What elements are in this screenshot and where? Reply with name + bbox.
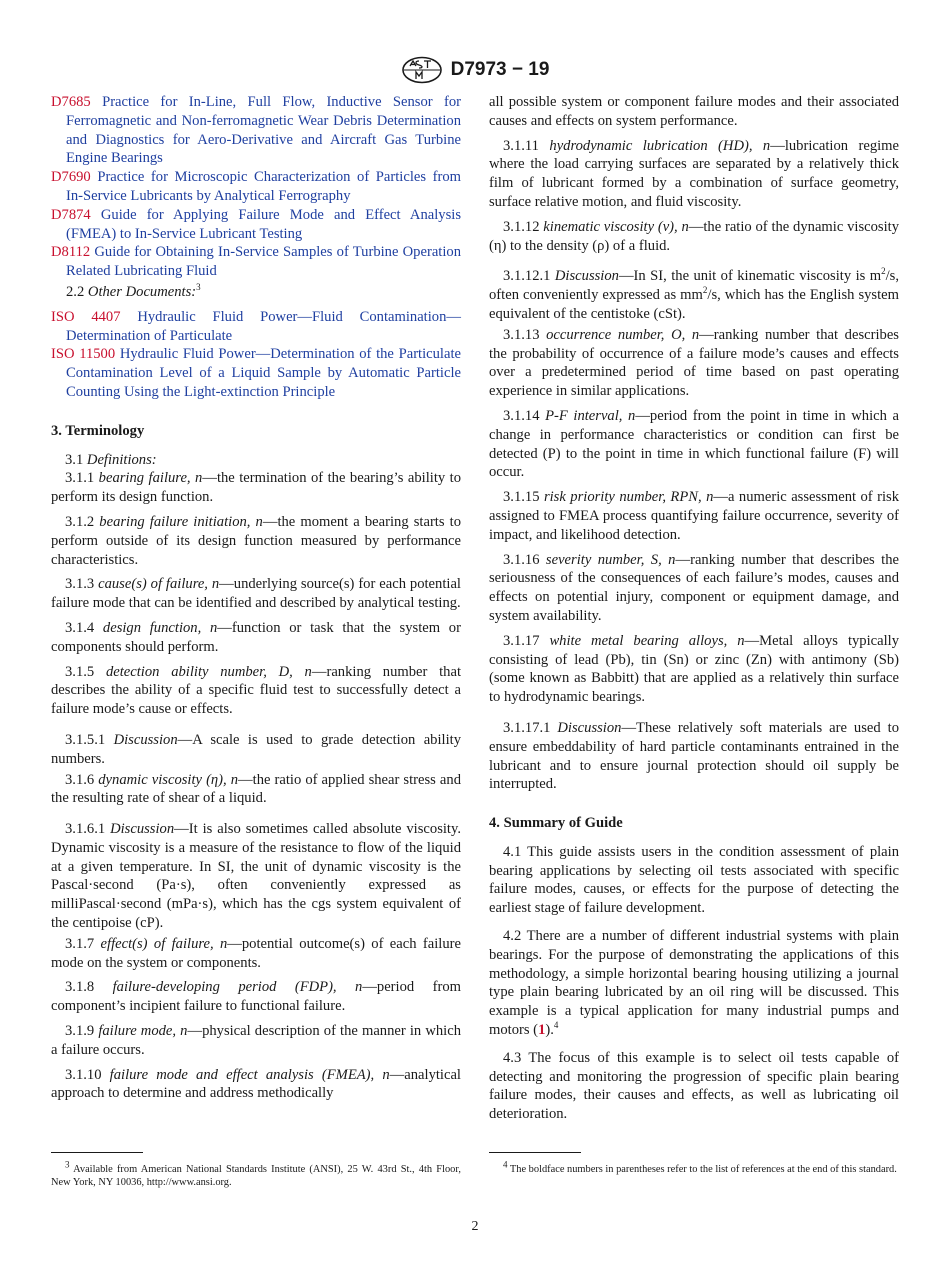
reference-item[interactable] (51, 93, 461, 168)
document-designation: D7973 − 19 (450, 59, 550, 80)
page-header (0, 56, 950, 84)
term-number: 3.1.1 (65, 470, 95, 487)
term-text: —Metal alloys typically consisting of lead (Pb), tin (Sn) or zinc (Zn) with antimony (Sb) (some known as Babbitt) that are applied as a relatively thin surface to hydrodynamic bearings. (489, 632, 900, 706)
term-text: —the moment a bearing starts to perform outside of its design function measured by performance characteristics. (51, 513, 461, 568)
reference-title-link[interactable]: Hydraulic Fluid Power—Determination of the Particulate Contamination Level of a Liquid Sample by Automatic Particle Counting Using the Light-extinction Principle (66, 346, 461, 400)
term-definition (51, 978, 461, 1016)
term-text: —underlying source(s) for each potential failure mode that can be identified and described by analytical testing. (51, 576, 461, 612)
paragraph-4-3: 4.3 The focus of this example is to select oil tests capable of detecting and monitoring the progression of specific plain bearing failure modes, their causes and effects, as well as lubricating oil deterioration. (489, 1049, 899, 1123)
terms-list-b (51, 935, 461, 1103)
section-4-heading: 4. Summary of Guide (489, 815, 623, 832)
term-name: occurrence number, O, n (546, 326, 700, 343)
discussion-3-1-12-1: 3.1.12.1 Discussion—In SI, the unit of kinematic viscosity is $m^2/s$, often conveniently expressed as $mm^2/s$, which has the English system equivalent of the centistoke (cSt). (489, 266, 899, 322)
reference-title-link[interactable]: Practice for Microscopic Characterization of Particles from In-Service Lubricants by Analytical Ferrography (66, 169, 461, 204)
paragraph-4-1: 4.1 This guide assists users in the condition assessment of plain bearing applications by selecting oil tests associated with specific failure modes, causes, or effects for the purpose of detecting the earliest stage of failure development. (489, 843, 899, 917)
page-number: 2 (471, 1219, 479, 1234)
reference-item[interactable] (51, 168, 461, 206)
term-text: —physical description of the manner in which a failure occurs. (51, 1023, 461, 1058)
reference-code-link[interactable]: D7690 (51, 169, 91, 186)
footnote-3: $^3$ Available from American National Standards Institute (ANSI), 25 W. 43rd St., 4th Floor, New York, NY 10036, http://www.ansi.org. (51, 1159, 461, 1189)
reference-item[interactable] (51, 206, 461, 244)
reference-title-link[interactable]: Guide for Obtaining In-Service Samples of Turbine Operation Related Lubricating Fluid (66, 244, 461, 280)
term-number: 3.1.10 (65, 1066, 102, 1083)
term-name: P-F interval, n (545, 407, 636, 424)
term-text: —ranking number that describes the probability of occurrence of a failure mode’s causes and effects over a predetermined period of time based on past operating experience in similar applications. (489, 326, 899, 400)
term-text: —ranking number that describes the ability of a specific fluid test to successfully detect a failure mode’s cause or effects. (51, 663, 462, 718)
term-name: bearing failure initiation, n (99, 513, 263, 530)
term-number: 3.1.3 (65, 576, 95, 593)
term-definition (489, 326, 899, 401)
terms-list-c (489, 137, 899, 256)
term-text: —potential outcome(s) of each failure mode on the system or components. (51, 935, 461, 971)
discussion-3-1-17-1: 3.1.17.1 Discussion—These relatively soft materials are used to ensure embeddability of hard particle contaminants entrained in the lubricant and to ensure journal protection should oil supply be interrupted. (489, 719, 899, 793)
footnote-4: $^4$ The boldface numbers in parentheses refer to the list of references at the end of this standard. (503, 1159, 897, 1175)
term-definition (489, 218, 899, 256)
term-text: —analytical approach to determine and address methodically (51, 1066, 461, 1102)
footnote-rule-right (489, 1152, 581, 1153)
reference-code-link[interactable]: D7685 (51, 94, 91, 110)
term-number: 3.1.7 (65, 935, 95, 952)
term-number: 3.1.12 (503, 218, 540, 235)
term-definition (51, 469, 461, 507)
footnote-rule-left (51, 1152, 143, 1153)
referenced-documents-list (51, 93, 461, 281)
term-name: failure-developing period (FDP), n (112, 979, 363, 996)
term-name: hydrodynamic lubrication (HD), n (549, 137, 771, 154)
term-name: severity number, S, n (545, 551, 676, 568)
reference-code-link[interactable]: ISO 4407 (51, 308, 121, 325)
term-definition (51, 663, 461, 719)
term-name: cause(s) of failure, n (98, 576, 220, 593)
term-number: 3.1.11 (503, 137, 539, 154)
reference-code-link[interactable]: ISO 11500 (51, 346, 116, 363)
term-definition (51, 1022, 461, 1060)
other-documents-heading: 2.2 Other Documents:$^3$ (66, 282, 201, 300)
term-number: 3.1.15 (503, 489, 540, 506)
paragraph-4-2: 4.2 There are a number of different industrial systems with plain bearings. For the purpose of demonstrating the applications of this methodology, a simple horizontal bearing housing utilizing a journal type plain bearing lubricated by an oil ring will be discussed. This example is a typical application for many industrial pumps and motors (1).$^4$ (489, 928, 899, 1039)
term-definition (489, 137, 899, 212)
term-definition (51, 575, 461, 613)
term-text: —the termination of the bearing’s ability to perform its design function. (51, 470, 462, 506)
term-text: —function or task that the system or components should perform. (51, 619, 461, 655)
terms-list-a (51, 469, 461, 719)
reference-title-link[interactable]: Practice for In-Line, Full Flow, Inductive Sensor for Ferromagnetic and Non-ferromagnetic Wear Debris Determination and Diagnostics for Aero-Derivative and Aircraft Gas Turbine Engine Bearings (66, 94, 461, 167)
term-number: 3.1.2 (65, 513, 95, 530)
term-definition (489, 632, 899, 707)
term-definition (489, 488, 899, 544)
reference-link[interactable]: 1 (538, 1022, 546, 1039)
term-number: 3.1.16 (503, 551, 540, 568)
terms-list-d (489, 326, 899, 707)
term-number: 3.1.4 (65, 619, 95, 636)
definitions-heading: 3.1 Definitions: (65, 451, 157, 468)
term-name: failure mode and effect analysis (FMEA), n (109, 1066, 390, 1083)
discussion-3-1-5-1: 3.1.5.1 Discussion—A scale is used to grade detection ability numbers. (51, 731, 461, 767)
term-number: 3.1.5 (65, 663, 95, 680)
discussion-3-1-6-1: 3.1.6.1 Discussion—It is also sometimes called absolute viscosity. Dynamic viscosity is a measure of the resistance to flow of the liquid at a given temperature. In SI, the unit of dynamic viscosity is the Pascal·second (Pa·s), often conveniently expressed as milliPascal·second (mPa·s), which has the cgs system equivalent of the centipoise (cP). (51, 821, 461, 932)
term-name: detection ability number, D, n (105, 663, 312, 680)
section-3-heading: 3. Terminology (51, 422, 145, 439)
right-column (489, 93, 899, 1130)
term-text: —lubrication regime where the load carrying surfaces are separated by a relatively thick film of lubricant formed by a combination of surface geometry, surface relative motion, and fluid viscosity. (489, 137, 899, 210)
term-name: effect(s) of failure, n (100, 935, 228, 952)
term-number: 3.1.8 (65, 979, 95, 996)
reference-title-link[interactable]: Hydraulic Fluid Power—Fluid Contamination—Determination of Particulate (66, 308, 461, 344)
term-number: 3.1.9 (65, 1023, 95, 1040)
term-text: —a numeric assessment of risk assigned to FMEA process quantifying failure occurrence, severity of impact, and likelihood detection. (489, 489, 899, 543)
term-number: 3.1.17 (503, 632, 540, 649)
reference-item[interactable] (51, 345, 461, 401)
term-name: design function, n (102, 619, 218, 636)
term-name: kinematic viscosity (v), n (543, 218, 689, 235)
term-definition (489, 551, 899, 626)
term-number: 3.1.13 (503, 326, 540, 343)
term-name: failure mode, n (98, 1023, 188, 1040)
term-text: —period from component’s incipient failure to functional failure. (51, 979, 461, 1015)
term-definition (51, 513, 461, 569)
term-name: bearing failure, n (98, 470, 203, 487)
astm-logo-icon (401, 56, 443, 84)
reference-item[interactable] (51, 308, 461, 346)
term-definition (489, 407, 899, 482)
term-name: risk priority number, RPN, n (543, 489, 714, 506)
term-text: —period from the point in time in which a change in performance characteristics or condition can first be detected (P) to the point in time in which functional failure (F) will occur. (489, 407, 899, 481)
term-definition (51, 619, 461, 657)
iso-references-list (51, 308, 461, 402)
term-name: white metal bearing alloys, n (549, 632, 745, 649)
continuation-text: all possible system or component failure modes and their associated causes and effects on system performance. (489, 94, 899, 129)
reference-code-link[interactable]: D8112 (51, 244, 91, 261)
term-number: 3.1.14 (503, 407, 540, 424)
term-definition (51, 935, 461, 973)
term-text: —the ratio of the dynamic viscosity (η) to the density (ρ) of a fluid. (489, 218, 899, 254)
term-text: —ranking number that describes the seriousness of the consequences of each failure’s modes, causes and effects on potential injury, component or equipment damage, and system availability. (489, 551, 899, 624)
term-definition (51, 1066, 461, 1104)
term-3-1-6: 3.1.6 dynamic viscosity (η), n—the ratio of applied shear stress and the resulting rate of shear of a liquid. (51, 771, 461, 807)
left-column (51, 93, 461, 1109)
reference-title-link[interactable]: Guide for Applying Failure Mode and Effect Analysis (FMEA) to In-Service Lubricant Testing (66, 206, 462, 242)
reference-code-link[interactable]: D7874 (51, 206, 91, 223)
reference-item[interactable] (51, 243, 461, 281)
